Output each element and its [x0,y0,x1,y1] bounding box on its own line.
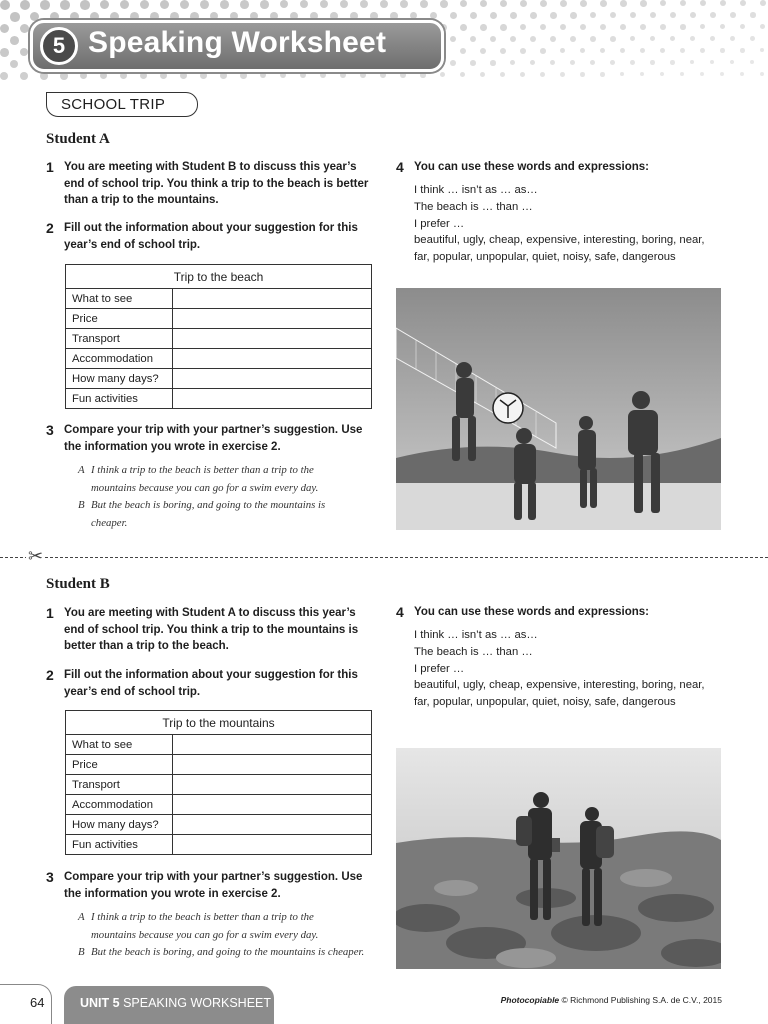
header-dot [640,72,644,76]
exercise-text-line: You can use these words and expressions: [414,606,649,618]
header-dot [750,12,756,18]
header-dot [510,36,516,42]
student-b-example-b [78,944,388,962]
header-dot [580,48,585,53]
header-dot [320,0,328,8]
exercise-number: 2 [46,220,54,236]
exercise-text-line: than a trip to the mountains. [64,194,219,206]
student-b-exercise-4 [396,604,726,622]
header-dot [480,72,485,77]
header-dot [160,0,169,9]
row-label: Price [66,755,173,775]
header-dot [380,72,386,78]
student-a-exercise-4 [396,159,726,177]
header-dot [470,36,476,42]
header-dot [200,72,207,79]
header-dot [520,72,525,77]
answer-cell[interactable] [173,755,372,775]
table-row [66,329,372,349]
header-dot [620,0,627,7]
row-label: Transport [66,329,173,349]
header-dot [660,72,664,76]
header-dot [690,36,695,41]
example-letter: A [78,911,85,923]
header-dot [760,48,764,52]
word-line: beautiful, ugly, cheap, expensive, interesting, boring, near, [414,234,705,247]
header-dot [680,48,685,53]
table-row [66,389,372,409]
header-dot [540,48,546,54]
header-dot [350,12,358,20]
header-dot [510,60,515,65]
header-dot [530,12,537,19]
header-dot [720,72,724,76]
word-line: far, popular, unpopular, quiet, noisy, safe, dangerous [414,696,676,709]
header-dot [670,60,675,65]
header-dot [600,24,606,30]
header-dot [20,24,29,33]
student-b-exercise-3 [46,869,386,905]
header-dot [290,12,298,20]
header-dot [630,36,635,41]
header-dot [390,12,398,20]
example-letter: A [78,464,85,476]
row-label: What to see [66,289,173,309]
student-b-info-table [65,710,372,855]
exercise-text-line: Compare your trip with your partner’s suggestion. Use [64,424,363,436]
table-row [66,735,372,755]
student-a-example-b [78,497,378,533]
header-dot [490,12,497,19]
answer-cell[interactable] [173,815,372,835]
header-dot [380,0,388,8]
student-a-example-a [78,462,378,498]
header-dot [460,48,466,54]
table-row [66,755,372,775]
header-dot [610,12,616,18]
exercise-number: 3 [46,422,54,438]
header-dot [20,48,28,56]
header-dot [360,0,368,8]
header-dot [450,36,456,42]
header-dot [470,60,476,66]
exercise-text-line: end of school trip. You think a trip to the beach is better [64,177,369,190]
header-dot [650,36,655,41]
topic-label: SCHOOL TRIP [46,92,198,117]
header-dot [530,36,536,42]
header-dot [710,36,715,41]
header-dot [730,12,736,18]
example-line: cheaper. [91,516,128,529]
header-dot [0,0,10,10]
header-dot [260,72,266,78]
beach-volleyball-photo [396,288,721,530]
header-dot [700,0,706,6]
header-dot [570,60,575,65]
exercise-number: 1 [46,605,54,621]
answer-cell[interactable] [173,289,372,309]
example-letter: B [78,499,85,511]
header-dot [160,72,167,79]
header-dot [580,72,585,77]
cut-line [0,557,768,558]
header-dot [490,36,496,42]
header-dot [590,60,595,65]
exercise-text-line: better than a trip to the beach. [64,640,229,652]
header-dot [180,0,189,9]
word-line: I think … isn’t as … as… [414,184,538,196]
student-b-exercise-2 [46,667,386,703]
header-dot [740,24,745,29]
footer-unit-label: UNIT 5 [80,996,120,1010]
student-b-word-list [414,627,705,711]
word-line: far, popular, unpopular, quiet, noisy, safe, dangerous [414,251,676,264]
exercise-number: 4 [396,159,404,175]
student-a-word-list [414,182,705,266]
header-dot [740,0,746,6]
unit-number-badge: 5 [40,27,78,65]
example-line: I think a trip to the beach is better than a trip to the [91,911,314,923]
header-dot [670,36,675,41]
header-dot [660,0,666,6]
word-line: I prefer … [414,662,465,675]
header-dot [490,60,496,66]
header-dot [730,36,735,41]
header-dot [480,48,486,54]
header-dot [570,36,576,42]
exercise-text-line: You are meeting with Student B to discuss this year’s [64,161,357,173]
header-dot [340,72,346,78]
header-dot [120,72,127,79]
answer-cell[interactable] [173,349,372,369]
header-dot [0,24,9,33]
header-dot [500,24,507,31]
example-line: But the beach is boring, and going to the mountains is [91,499,326,511]
header-dot [60,72,68,80]
header-dot [480,24,487,31]
header-dot [600,72,605,77]
header-dot [760,72,764,76]
example-letter: B [78,946,85,958]
header-dot [580,24,586,30]
header-dot [510,12,517,19]
answer-cell[interactable] [173,795,372,815]
header-dot [540,24,546,30]
table-row [66,309,372,329]
student-a-exercise-3 [46,422,386,458]
header-dot [470,12,477,19]
header-dot [590,36,596,42]
header-dot [460,0,467,7]
header-dot [550,36,556,42]
exercise-text-line: year’s end of school trip. [64,685,201,698]
page-title: Speaking Worksheet [88,26,387,59]
header-dot [560,24,566,30]
header-dot [60,0,70,10]
header-dot [720,0,726,6]
header-dot [10,36,19,45]
header-dot [700,72,704,76]
header-dot [10,60,18,68]
header-dot [630,12,636,18]
header-dot [680,24,686,30]
header-dot [400,0,408,8]
student-b-example-a [78,909,378,945]
table-row [66,349,372,369]
student-b-heading: Student B [46,576,110,592]
table-title: Trip to the beach [66,265,372,289]
example-line: mountains because you can go for a swim every day. [91,481,319,494]
exercise-text-line: the information you wrote in exercise 2. [64,440,281,453]
header-dot [720,24,725,29]
word-line: I think … isn’t as … as… [414,629,538,641]
table-title: Trip to the mountains [66,711,372,735]
answer-cell[interactable] [173,389,372,409]
answer-cell[interactable] [173,835,372,855]
header-dot [570,12,577,19]
student-a-info-table [65,264,372,409]
answer-cell[interactable] [173,309,372,329]
header-dot [590,12,596,18]
header-dot [300,72,306,78]
header-dot [660,48,665,53]
header-dot [550,60,555,65]
row-label: Price [66,309,173,329]
header-dot [330,12,338,20]
exercise-number: 1 [46,159,54,175]
student-a-exercise-1 [46,159,386,211]
footer-unit-tab [64,986,274,1024]
row-label: Transport [66,775,173,795]
header-dot [140,72,147,79]
header-dot [520,0,527,7]
header-dot [40,0,50,10]
header-dot [560,72,565,77]
header-dot [690,60,694,64]
header-dot [640,24,646,30]
header-dot [720,48,725,53]
header-dot [500,72,505,77]
header-dot [120,0,129,9]
footer-section-label: SPEAKING WORKSHEET [123,996,272,1010]
header-dot [630,60,635,65]
header-dot [180,72,187,79]
header-dot [460,24,467,31]
page-number: 64 [30,995,45,1010]
exercise-text-line: the information you wrote in exercise 2. [64,887,281,900]
header-dot [540,0,547,7]
exercise-number: 4 [396,604,404,620]
word-line: beautiful, ugly, cheap, expensive, interesting, boring, near, [414,679,705,692]
example-line: But the beach is boring, and going to the mountains is cheaper. [91,946,365,958]
header-dot [430,12,437,19]
header-dot [100,0,109,9]
header-dot [80,72,87,79]
header-dot [620,24,626,30]
header-dot [520,48,526,54]
header-dot [20,0,30,10]
header-dot [320,72,326,78]
photocopiable-label: Photocopiable [500,995,560,1005]
row-label: How many days? [66,369,173,389]
header-dot [650,60,655,65]
header-dot [660,24,666,30]
header-dot [420,72,426,78]
header-dot [80,0,90,10]
header-dot [760,0,766,6]
header-dot [280,0,288,8]
exercise-number: 2 [46,667,54,683]
header-dot [740,72,744,76]
row-label: Accommodation [66,349,173,369]
header-dot [370,12,378,20]
copyright-notice [501,995,722,1005]
header-dot [700,48,705,53]
header-dot [600,0,607,7]
header-dot [200,0,209,9]
header-dot [610,36,616,42]
header-dot [40,72,48,80]
table-row [66,795,372,815]
header-dot [560,48,565,53]
header-dot [620,72,624,76]
table-row [66,775,372,795]
answer-cell[interactable] [173,775,372,795]
header-dot [360,72,366,78]
header-dot [750,60,754,64]
student-b-exercise-1 [46,605,386,657]
header-dot [620,48,625,53]
header-dot [440,0,448,8]
exercise-text-line: year’s end of school trip. [64,238,201,251]
answer-cell[interactable] [173,735,372,755]
header-dot [500,0,507,7]
header-dot [450,60,456,66]
word-line: The beach is … than … [414,200,533,213]
header-dot [680,72,684,76]
header-dot [740,48,745,53]
header-dot [530,60,535,65]
table-row [66,289,372,309]
student-a-heading: Student A [46,131,110,147]
header-dot [0,72,8,80]
table-row [66,815,372,835]
header-dot [220,72,227,79]
header-dot [520,24,526,30]
example-line: mountains because you can go for a swim every day. [91,928,319,941]
table-row [66,835,372,855]
header-dot [730,60,734,64]
row-label: Fun activities [66,835,173,855]
word-line: I prefer … [414,217,465,230]
header-dot [440,72,445,77]
row-label: What to see [66,735,173,755]
header-dot [20,72,28,80]
header-dot [260,0,269,9]
header-dot [600,48,605,53]
exercise-text-line: Fill out the information about your suggestion for this [64,669,358,681]
exercise-text-line: end of school trip. You think a trip to the mountains is [64,623,359,636]
header-dot [420,0,428,8]
header-dot [700,24,705,29]
header-dot [410,12,417,19]
header-dot [220,0,229,9]
header-dot [0,48,9,57]
header-dot [670,12,676,18]
header-dot [450,12,457,19]
row-label: Accommodation [66,795,173,815]
header-dot [710,12,716,18]
table-row [66,369,372,389]
header-dot [270,12,278,20]
row-label: Fun activities [66,389,173,409]
header-dot [710,60,714,64]
header-dot [650,12,656,18]
header-dot [750,36,755,41]
copyright-text: © Richmond Publishing S.A. de C.V., 2015 [561,995,722,1005]
exercise-text-line: Compare your trip with your partner’s suggestion. Use [64,871,363,883]
header-dot [580,0,587,7]
header-dot [690,12,696,18]
header-dot [300,0,308,8]
header-dot [480,0,487,7]
header-dot [500,48,506,54]
header-dot [10,12,20,22]
header-dot [340,0,348,8]
word-line: The beach is … than … [414,645,533,658]
header-dot [560,0,567,7]
header-dot [640,48,645,53]
exercise-text-line: Fill out the information about your suggestion for this [64,222,358,234]
exercise-number: 3 [46,869,54,885]
header-dot [640,0,647,7]
header-dot [280,72,286,78]
example-line: I think a trip to the beach is better than a trip to the [91,464,314,476]
header-dot [460,72,465,77]
header-dot [760,24,765,29]
header-dot [100,72,107,79]
answer-cell[interactable] [173,329,372,349]
exercise-text-line: You can use these words and expressions: [414,161,649,173]
row-label: How many days? [66,815,173,835]
header-dot [310,12,318,20]
mountain-hikers-photo [396,748,721,969]
header-dot [240,0,249,9]
scissors-icon: ✂ [28,546,44,566]
header-dot [400,72,406,78]
header-dot [680,0,686,6]
header-dot [540,72,545,77]
answer-cell[interactable] [173,369,372,389]
exercise-text-line: You are meeting with Student A to discuss this year’s [64,607,356,619]
header-dot [550,12,557,19]
student-a-exercise-2 [46,220,386,256]
header-dot [610,60,615,65]
header-dot [140,0,149,9]
header-dot [240,72,247,79]
